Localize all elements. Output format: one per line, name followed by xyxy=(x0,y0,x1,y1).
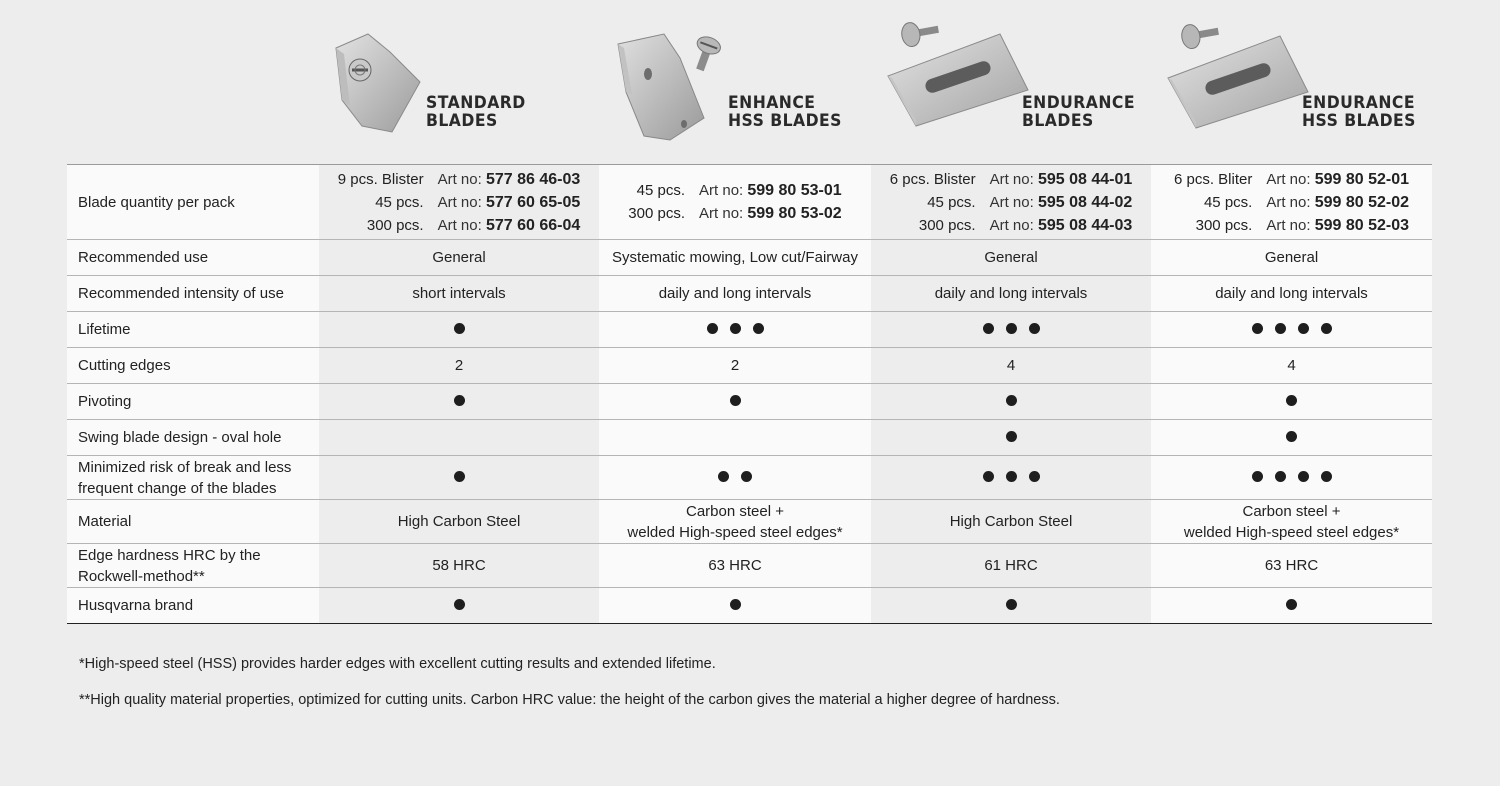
rating-dot-icon xyxy=(730,599,741,610)
product-standard xyxy=(320,0,600,164)
table-cell: 61 HRC xyxy=(871,544,1151,588)
comparison-table xyxy=(67,164,1432,624)
rating-cell xyxy=(599,588,871,624)
table-row-swing xyxy=(67,420,1432,456)
rating-dot-icon xyxy=(753,323,764,334)
rating-dot-icon xyxy=(1286,431,1297,442)
rating-dots xyxy=(707,323,764,334)
rating-dot-icon xyxy=(730,395,741,406)
row-label: Swing blade design - oval hole xyxy=(67,420,319,456)
rating-dot-icon xyxy=(454,323,465,334)
quantity-cell: 6 pcs. Blister Art no: 595 08 44-01 45 pcs. Art no: 595 08 44-02 300 pcs. Art no: 595 08 44-03 xyxy=(871,165,1151,240)
table-row-pivoting xyxy=(67,384,1432,420)
product-endurance xyxy=(872,0,1152,164)
rating-cell xyxy=(319,456,599,500)
rating-cell xyxy=(319,420,599,456)
rating-dots xyxy=(983,323,1040,334)
table-cell: Systematic mowing, Low cut/Fairway xyxy=(599,240,871,276)
table-cell: Carbon steel + welded High-speed steel edges* xyxy=(599,500,871,544)
rating-dots xyxy=(1252,471,1332,482)
rating-dot-icon xyxy=(1006,323,1017,334)
row-label: Husqvarna brand xyxy=(67,588,319,624)
product-title: STANDARD BLADES xyxy=(426,93,526,131)
rating-dot-icon xyxy=(1006,471,1017,482)
rating-dot-icon xyxy=(1321,323,1332,334)
table-cell: 2 xyxy=(319,348,599,384)
product-enhance-hss xyxy=(600,0,872,164)
rating-dot-icon xyxy=(1252,323,1263,334)
table-cell: High Carbon Steel xyxy=(319,500,599,544)
rating-dot-icon xyxy=(1298,471,1309,482)
rating-cell xyxy=(1151,456,1432,500)
endurance-hss-blade-icon xyxy=(1162,22,1312,132)
product-endurance-hss xyxy=(1152,0,1432,164)
product-header xyxy=(0,0,1500,164)
product-title: ENHANCE HSS BLADES xyxy=(728,93,842,131)
table-cell: 63 HRC xyxy=(599,544,871,588)
quantity-cell: 9 pcs. Blister Art no: 577 86 46-03 45 pcs. Art no: 577 60 65-05 300 pcs. Art no: 577 60 66-04 xyxy=(319,165,599,240)
rating-dots xyxy=(1286,431,1297,442)
product-title: ENDURANCE BLADES xyxy=(1022,93,1136,131)
rating-dot-icon xyxy=(1286,395,1297,406)
rating-dot-icon xyxy=(1321,471,1332,482)
footnote-hss: *High-speed steel (HSS) provides harder edges with excellent cutting results and extended lifetime. xyxy=(79,656,716,672)
rating-cell xyxy=(599,456,871,500)
rating-dot-icon xyxy=(741,471,752,482)
rating-dot-icon xyxy=(1029,323,1040,334)
rating-dots xyxy=(983,471,1040,482)
table-cell: 4 xyxy=(1151,348,1432,384)
rating-cell xyxy=(871,312,1151,348)
product-title: ENDURANCE HSS BLADES xyxy=(1302,93,1416,131)
rating-cell xyxy=(1151,588,1432,624)
rating-cell xyxy=(871,384,1151,420)
table-cell: General xyxy=(319,240,599,276)
rating-dot-icon xyxy=(983,471,994,482)
rating-dots xyxy=(730,395,741,406)
row-label: Minimized risk of break and less frequent change of the blades xyxy=(67,456,319,500)
rating-dot-icon xyxy=(1252,471,1263,482)
row-label: Material xyxy=(67,500,319,544)
rating-dot-icon xyxy=(454,395,465,406)
rating-cell xyxy=(1151,384,1432,420)
rating-cell xyxy=(1151,312,1432,348)
rating-dot-icon xyxy=(1006,431,1017,442)
rating-dots xyxy=(454,323,465,334)
table-cell: General xyxy=(1151,240,1432,276)
rating-cell xyxy=(599,420,871,456)
table-cell: High Carbon Steel xyxy=(871,500,1151,544)
rating-dot-icon xyxy=(454,471,465,482)
rating-dot-icon xyxy=(1275,471,1286,482)
rating-cell xyxy=(319,312,599,348)
rating-dots xyxy=(730,599,741,610)
table-cell: daily and long intervals xyxy=(599,276,871,312)
row-label: Pivoting xyxy=(67,384,319,420)
rating-dot-icon xyxy=(718,471,729,482)
rating-cell xyxy=(319,384,599,420)
rating-cell xyxy=(1151,420,1432,456)
rating-cell xyxy=(871,456,1151,500)
rating-cell xyxy=(599,312,871,348)
table-row-intensity xyxy=(67,276,1432,312)
rating-dot-icon xyxy=(1298,323,1309,334)
table-cell: 63 HRC xyxy=(1151,544,1432,588)
table-row-lifetime xyxy=(67,312,1432,348)
rating-dot-icon xyxy=(730,323,741,334)
rating-dots xyxy=(1286,395,1297,406)
rating-cell xyxy=(319,588,599,624)
table-row-quantity xyxy=(67,165,1432,240)
row-label: Edge hardness HRC by the Rockwell-method** xyxy=(67,544,319,588)
table-row-use xyxy=(67,240,1432,276)
table-cell: daily and long intervals xyxy=(871,276,1151,312)
row-label: Lifetime xyxy=(67,312,319,348)
rating-dots xyxy=(1286,599,1297,610)
rating-dots xyxy=(1006,599,1017,610)
enhance-blade-icon xyxy=(612,22,742,144)
rating-dot-icon xyxy=(1286,599,1297,610)
table-row-brand xyxy=(67,588,1432,624)
rating-dots xyxy=(718,471,752,482)
rating-dot-icon xyxy=(707,323,718,334)
footnote-hrc: **High quality material properties, optimized for cutting units. Carbon HRC value: the height of the carbon gives the material a higher degree of hardness. xyxy=(79,692,1060,708)
standard-blade-icon xyxy=(328,30,428,140)
rating-dot-icon xyxy=(1275,323,1286,334)
rating-cell xyxy=(871,588,1151,624)
rating-dot-icon xyxy=(1006,395,1017,406)
table-row-hardness xyxy=(67,544,1432,588)
table-cell: 58 HRC xyxy=(319,544,599,588)
rating-dot-icon xyxy=(1006,599,1017,610)
endurance-blade-icon xyxy=(882,20,1032,130)
rating-dots xyxy=(1252,323,1332,334)
quantity-cell: 45 pcs. Art no: 599 80 53-01 300 pcs. Art no: 599 80 53-02 xyxy=(599,165,871,240)
table-cell: daily and long intervals xyxy=(1151,276,1432,312)
rating-dot-icon xyxy=(454,599,465,610)
table-cell: General xyxy=(871,240,1151,276)
rating-dots xyxy=(1006,395,1017,406)
table-cell: 4 xyxy=(871,348,1151,384)
row-label: Recommended use xyxy=(67,240,319,276)
rating-cell xyxy=(871,420,1151,456)
table-cell: Carbon steel + welded High-speed steel edges* xyxy=(1151,500,1432,544)
row-label: Cutting edges xyxy=(67,348,319,384)
rating-dots xyxy=(454,599,465,610)
row-label: Blade quantity per pack xyxy=(67,165,319,240)
table-cell: 2 xyxy=(599,348,871,384)
table-cell: short intervals xyxy=(319,276,599,312)
table-row-edges xyxy=(67,348,1432,384)
rating-dots xyxy=(454,471,465,482)
row-label: Recommended intensity of use xyxy=(67,276,319,312)
rating-dot-icon xyxy=(1029,471,1040,482)
rating-cell xyxy=(599,384,871,420)
rating-dots xyxy=(454,395,465,406)
rating-dots xyxy=(1006,431,1017,442)
quantity-cell: 6 pcs. Bliter Art no: 599 80 52-01 45 pcs. Art no: 599 80 52-02 300 pcs. Art no: 599 80 52-03 xyxy=(1151,165,1432,240)
rating-dot-icon xyxy=(983,323,994,334)
table-row-material xyxy=(67,500,1432,544)
table-row-risk xyxy=(67,456,1432,500)
